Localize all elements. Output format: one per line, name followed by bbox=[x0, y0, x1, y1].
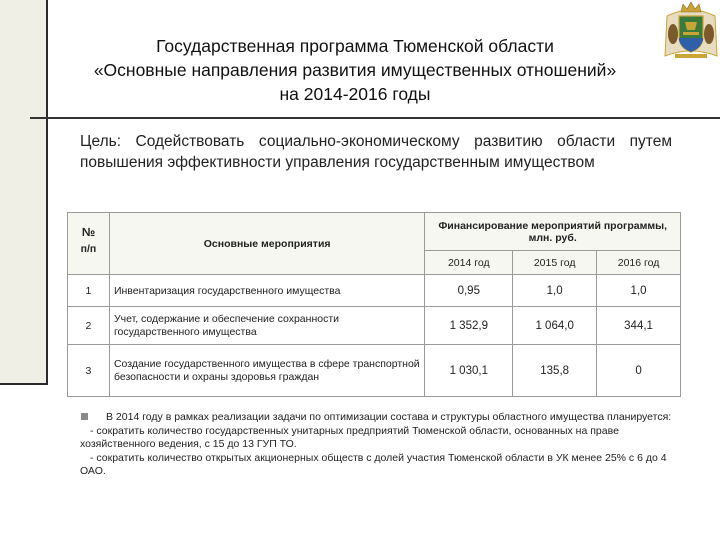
row-value-2014: 1 352,9 bbox=[425, 307, 513, 345]
left-decor-bar bbox=[0, 0, 46, 385]
coat-of-arms-icon bbox=[663, 0, 719, 60]
header-year-2016: 2016 год bbox=[597, 251, 681, 275]
table-row bbox=[68, 345, 681, 397]
row-value-2016: 0 bbox=[597, 345, 681, 397]
row-value-2015: 1,0 bbox=[513, 275, 597, 307]
row-value-2014: 1 030,1 bbox=[425, 345, 513, 397]
row-value-2014: 0,95 bbox=[425, 275, 513, 307]
header-activity: Основные мероприятия bbox=[109, 213, 424, 275]
table-row bbox=[68, 307, 681, 345]
header-number bbox=[68, 213, 110, 275]
row-number: 3 bbox=[68, 345, 110, 397]
notes-item-1: - сократить количество государственных унитарных предприятий Тюменской области, основанных на праве хозяйственного ведения, с 15 до 13 ГУП ТО. bbox=[80, 425, 619, 450]
title-divider bbox=[30, 117, 720, 119]
table-row bbox=[68, 275, 681, 307]
notes-block bbox=[80, 411, 680, 478]
left-decor-foot bbox=[0, 383, 48, 385]
goal-text: Цель: Содействовать социально-экономическому развитию области путем повышения эффективности управления государственным имуществом bbox=[80, 133, 672, 171]
row-activity: Создание государственного имущества в сфере транспортной безопасности и охраны здоровья граждан bbox=[109, 345, 424, 397]
funding-table bbox=[67, 212, 681, 397]
row-activity: Инвентаризация государственного имущества bbox=[109, 275, 424, 307]
title-line-3: на 2014-2016 годы bbox=[279, 84, 431, 104]
header-number-line-2: п/п bbox=[80, 243, 97, 255]
row-value-2015: 1 064,0 bbox=[513, 307, 597, 345]
header-year-2014: 2014 год bbox=[425, 251, 513, 275]
table-header-row bbox=[68, 213, 681, 251]
header-number-line-1: № bbox=[81, 225, 96, 239]
row-value-2016: 344,1 bbox=[597, 307, 681, 345]
row-number: 2 bbox=[68, 307, 110, 345]
title-line-1: Государственная программа Тюменской области bbox=[156, 36, 554, 56]
row-value-2016: 1,0 bbox=[597, 275, 681, 307]
notes-intro: В 2014 году в рамках реализации задачи по оптимизации состава и структуры областного имущества планируется: bbox=[106, 411, 672, 423]
row-number: 1 bbox=[68, 275, 110, 307]
row-activity: Учет, содержание и обеспечение сохранности государственного имущества bbox=[109, 307, 424, 345]
left-decor-edge bbox=[46, 0, 48, 385]
slide-title bbox=[60, 34, 650, 106]
header-year-2015: 2015 год bbox=[513, 251, 597, 275]
row-value-2015: 135,8 bbox=[513, 345, 597, 397]
notes-item-2: - сократить количество открытых акционерных обществ с долей участия Тюменской области в УК менее 25% с 6 до 4 ОАО. bbox=[80, 452, 667, 477]
header-funding: Финансирование мероприятий программы, млн. руб. bbox=[425, 213, 681, 251]
title-line-2: «Основные направления развития имущественных отношений» bbox=[93, 60, 617, 80]
